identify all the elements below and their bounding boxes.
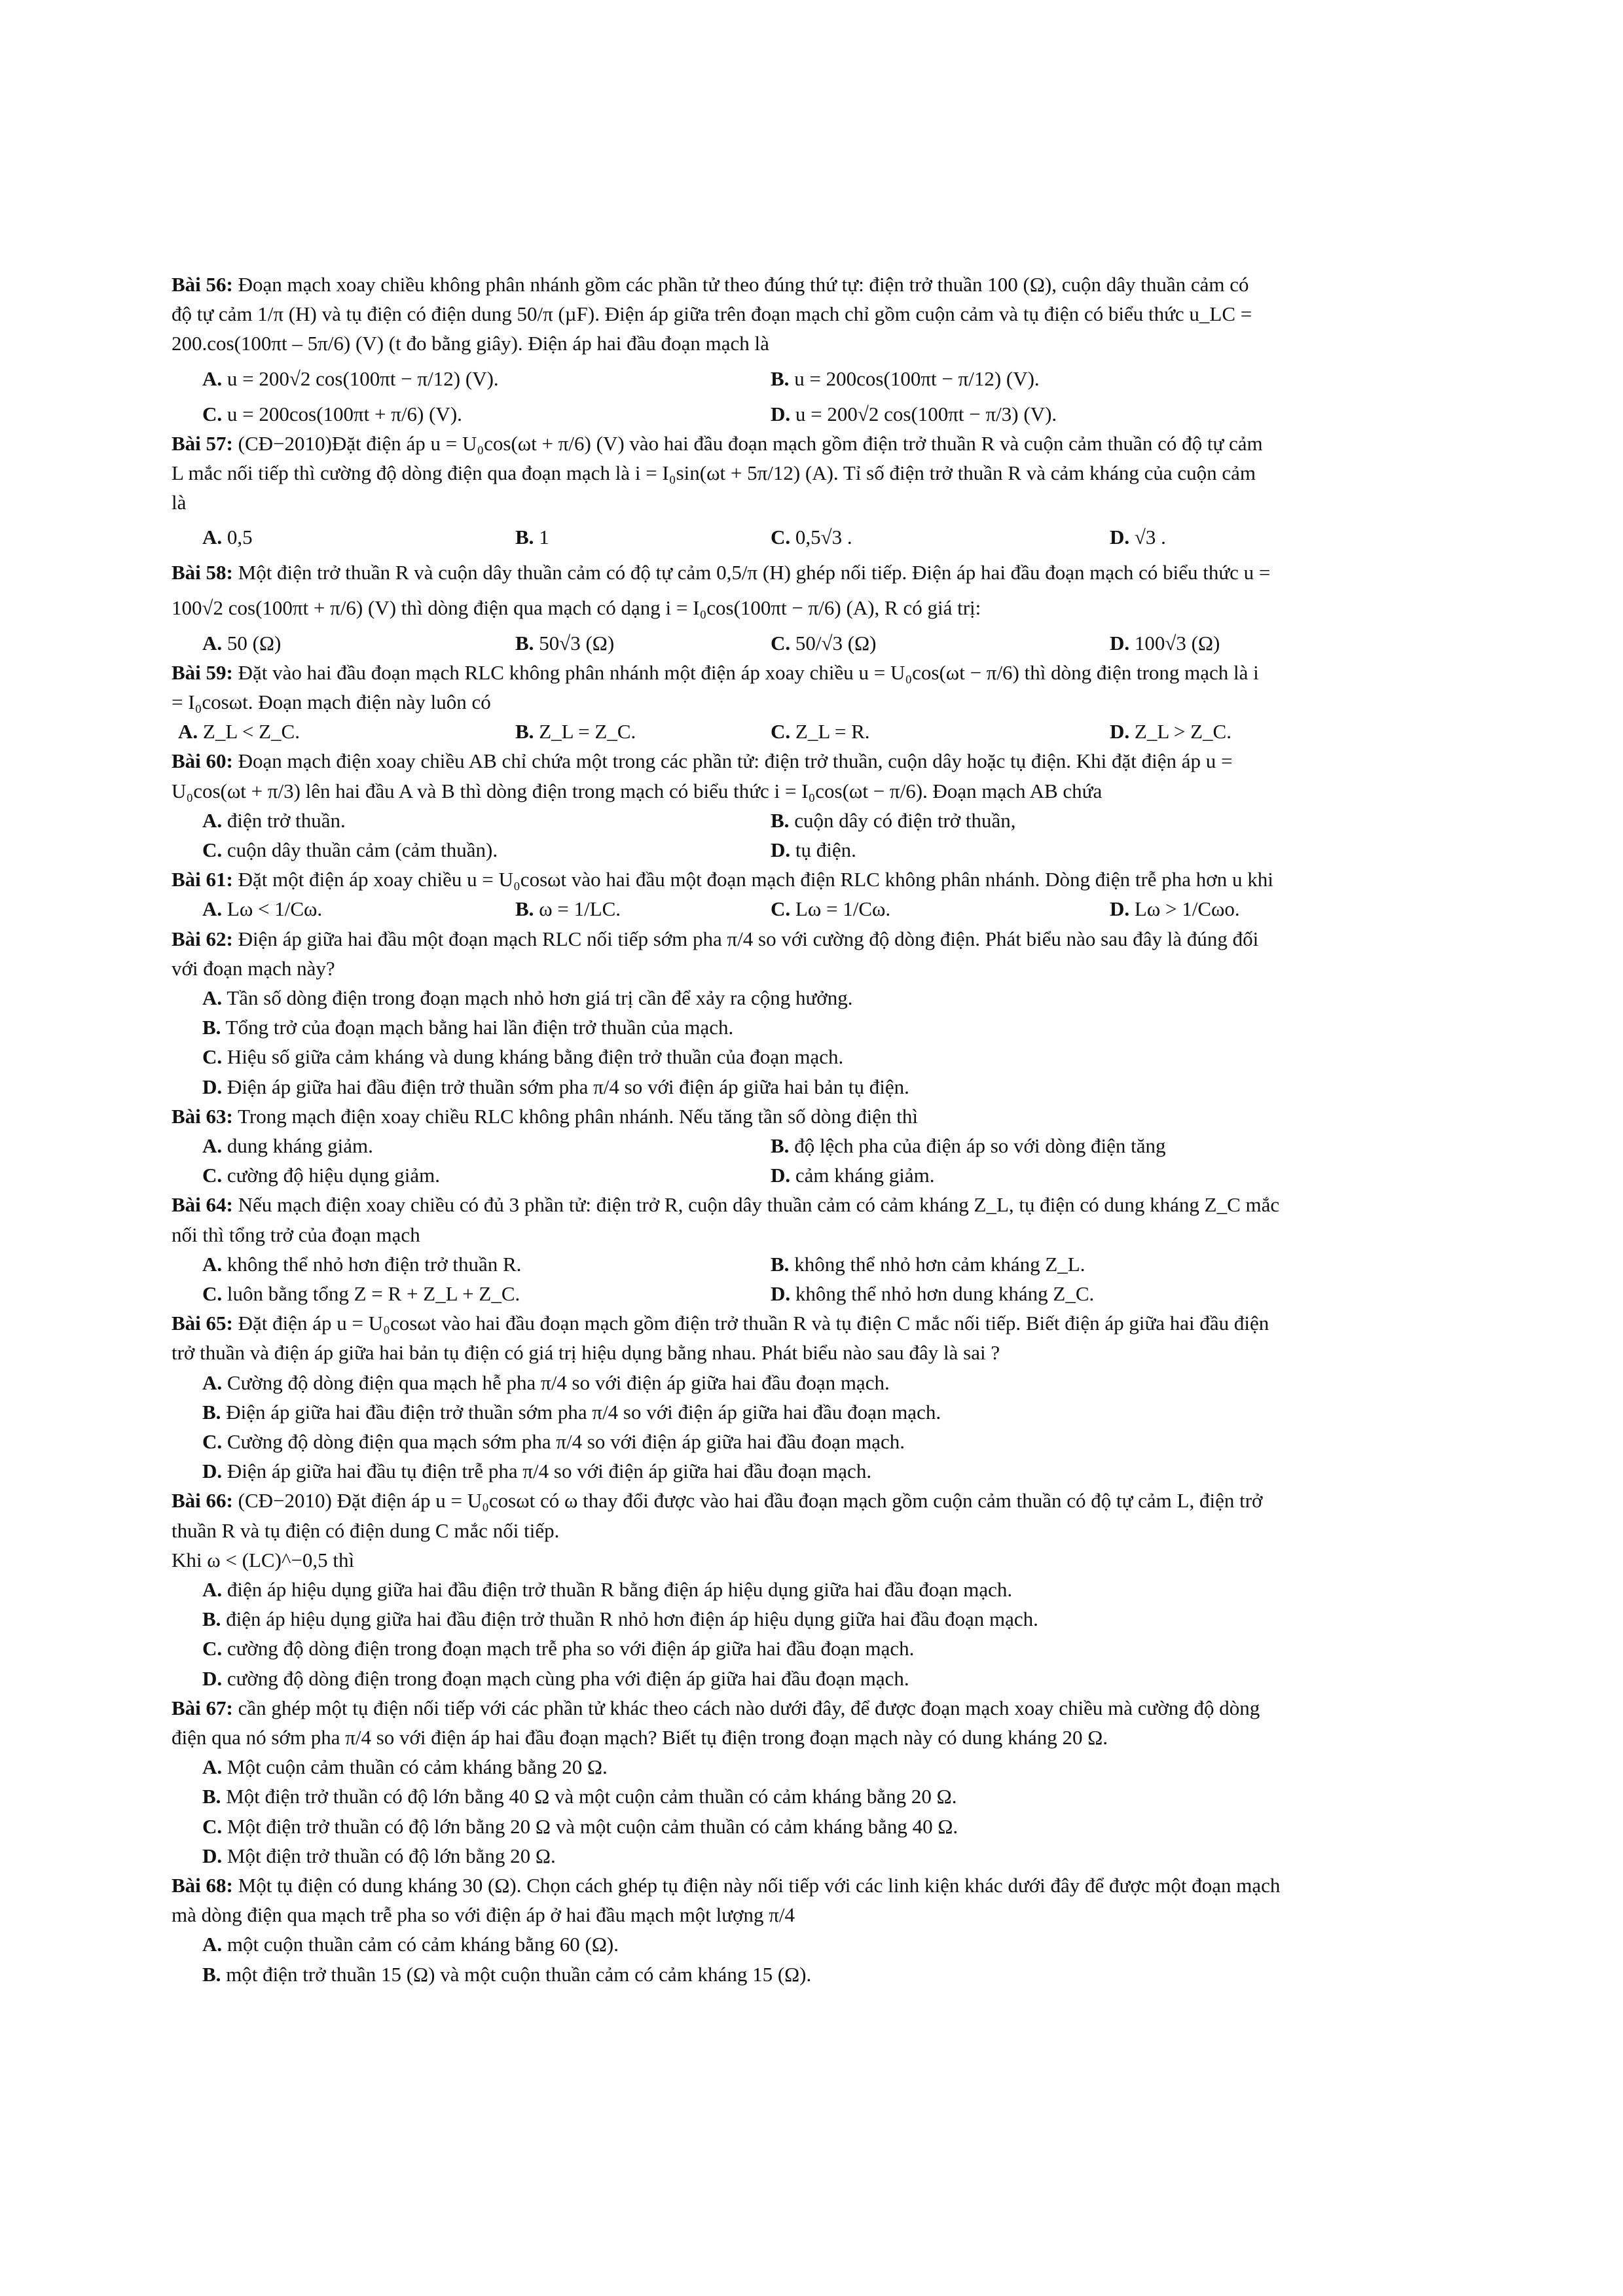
problem-label: Bài 56: <box>172 273 233 296</box>
problem-label: Bài 62: <box>172 927 233 950</box>
option-c: C. Một điện trở thuần có độ lớn bằng 20 Ω và một cuộn cảm thuần có cảm kháng bằng 40 Ω. <box>202 1814 958 1838</box>
option-d: D. Lω > 1/Cωo. <box>1110 897 1240 921</box>
option-d: D. không thể nhỏ hơn dung kháng Z_C. <box>771 1282 1095 1305</box>
problem-label: Bài 61: <box>172 868 233 891</box>
problem-text: Nếu mạch điện xoay chiều có đủ 3 phần tử: điện trở R, cuộn dây thuần cảm có cảm kháng Z_L, tụ điện có dung kháng Z_C mắc <box>238 1193 1280 1217</box>
option-d: D. cảm kháng giảm. <box>771 1164 935 1187</box>
option-b: B. cuộn dây có điện trở thuần, <box>771 808 1016 832</box>
option-d: D. u = 200√2 cos(100πt − π/3) (V). <box>771 402 1057 425</box>
option-c: C. cường độ dòng điện trong đoạn mạch trễ pha so với điện áp giữa hai đầu đoạn mạch. <box>202 1637 915 1660</box>
options-row <box>172 835 1455 865</box>
options-row <box>172 717 1455 746</box>
problem-text: L mắc nối tiếp thì cường độ dòng điện qua đoạn mạch là i = I₀sin(ωt + 5π/12) (A). Tỉ số điện trở thuần R và cảm kháng của cuộn cảm <box>172 461 1256 484</box>
problem-63 <box>172 1102 1455 1191</box>
option-a: A. Cường độ dòng điện qua mạch hễ pha π/4 so với điện áp giữa hai đầu đoạn mạch. <box>202 1371 890 1394</box>
problem-58 <box>172 558 1455 657</box>
options-row <box>172 1160 1455 1190</box>
option-d: D. √3 . <box>1110 526 1166 549</box>
option-c: C. Hiệu số giữa cảm kháng và dung kháng bằng điện trở thuần của đoạn mạch. <box>202 1045 844 1069</box>
option-b: B. độ lệch pha của điện áp so với dòng điện tăng <box>771 1134 1166 1157</box>
problem-67 <box>172 1693 1455 1871</box>
problem-text: nối thì tổng trở của đoạn mạch <box>172 1223 420 1246</box>
option-c: C. 50/√3 (Ω) <box>771 631 877 655</box>
option-a: A. Tần số dòng điện trong đoạn mạch nhỏ hơn giá trị cần để xảy ra cộng hưởng. <box>202 986 853 1009</box>
problem-text: với đoạn mạch này? <box>172 956 335 980</box>
problem-text: = I₀cosωt. Đoạn mạch điện này luôn có <box>172 691 491 713</box>
problem-text: Đặt một điện áp xoay chiều u = U₀cosωt vào hai đầu một đoạn mạch điện RLC không phân nhánh. Dòng điện trễ pha hơn u khi <box>238 868 1273 891</box>
option-a: A. u = 200√2 cos(100πt − π/12) (V). <box>202 367 499 390</box>
problem-text: Một tụ điện có dung kháng 30 (Ω). Chọn cách ghép tụ điện này nối tiếp với các linh kiện khác dưới đây để được một đoạn mạch <box>238 1874 1281 1897</box>
option-a: A. điện áp hiệu dụng giữa hai đầu điện trở thuần R bằng điện áp hiệu dụng giữa hai đầu đoạn mạch. <box>202 1577 1013 1601</box>
option-b: B. Điện áp giữa hai đầu điện trở thuần sớm pha π/4 so với điện áp giữa hai đầu đoạn mạch. <box>202 1400 941 1424</box>
option-d: D. Một điện trở thuần có độ lớn bằng 20 Ω. <box>202 1844 556 1867</box>
problem-text: mà dòng điện qua mạch trễ pha so với điện áp ở hai đầu mạch một lượng π/4 <box>172 1903 795 1927</box>
option-b: B. ω = 1/LC. <box>515 897 621 921</box>
options-row <box>172 628 1455 658</box>
problem-label: Bài 59: <box>172 660 233 684</box>
option-b: B. một điện trở thuần 15 (Ω) và một cuộn thuần cảm có cảm kháng 15 (Ω). <box>202 1962 812 1986</box>
problem-label: Bài 58: <box>172 561 233 584</box>
problem-59 <box>172 658 1455 747</box>
option-b: B. Một điện trở thuần có độ lớn bằng 40 Ω và một cuộn cảm thuần có cảm kháng bằng 20 Ω. <box>202 1785 957 1808</box>
problem-text: Đặt vào hai đầu đoạn mạch RLC không phân nhánh một điện áp xoay chiều u = U₀cos(ωt − π/6) thì dòng điện trong mạch là i <box>238 660 1259 684</box>
problem-66 <box>172 1486 1455 1693</box>
option-c: C. cường độ hiệu dụng giảm. <box>202 1164 440 1187</box>
option-c: C. Cường độ dòng điện qua mạch sớm pha π/4 so với điện áp giữa hai đầu đoạn mạch. <box>202 1429 905 1453</box>
document-page <box>172 270 1455 1989</box>
problem-label: Bài 57: <box>172 431 233 455</box>
option-d: D. Điện áp giữa hai đầu điện trở thuần sớm pha π/4 so với điện áp giữa hai bản tụ điện. <box>202 1075 909 1098</box>
problem-label: Bài 60: <box>172 749 233 773</box>
problem-text: điện qua nó sớm pha π/4 so với điện áp hai đầu đoạn mạch? Biết tụ điện trong đoạn mạch này có dung kháng 20 Ω. <box>172 1725 1108 1749</box>
options-row <box>172 1131 1455 1160</box>
options-row <box>172 806 1455 835</box>
option-d: D. 100√3 (Ω) <box>1110 631 1220 655</box>
option-c: C. Z_L = R. <box>771 720 870 744</box>
options-row <box>172 1279 1455 1308</box>
option-b: B. điện áp hiệu dụng giữa hai đầu điện trở thuần R nhỏ hơn điện áp hiệu dụng giữa hai đầu đoạn mạch. <box>202 1607 1038 1631</box>
problem-text: (CĐ−2010) Đặt điện áp u = U₀cosωt có ω thay đổi được vào hai đầu đoạn mạch gồm cuộn cảm thuần có độ tự cảm L, điện trở <box>238 1489 1263 1513</box>
option-c: C. luôn bằng tổng Z = R + Z_L + Z_C. <box>202 1282 520 1305</box>
option-a: A. 0,5 <box>202 526 253 549</box>
option-c: C. cuộn dây thuần cảm (cảm thuần). <box>202 838 498 861</box>
problem-label: Bài 64: <box>172 1193 233 1217</box>
options-row <box>172 894 1455 924</box>
option-a: A. điện trở thuần. <box>202 808 346 832</box>
option-b: B. 50√3 (Ω) <box>515 631 615 655</box>
problem-label: Bài 67: <box>172 1696 233 1719</box>
problem-text: Điện áp giữa hai đầu một đoạn mạch RLC nối tiếp sớm pha π/4 so với cường độ dòng điện. Phát biểu nào sau đây là đúng đối <box>238 927 1259 950</box>
option-d: D. Z_L > Z_C. <box>1110 720 1231 744</box>
problem-text: cần ghép một tụ điện nối tiếp với các phần tử khác theo cách nào dưới đây, để được đoạn mạch xoay chiều mà cường độ dòng <box>238 1696 1260 1719</box>
option-d: D. Điện áp giữa hai đầu tụ điện trễ pha π/4 so với điện áp giữa hai đầu đoạn mạch. <box>202 1460 872 1483</box>
problem-text: Khi ω < (LC)^−0,5 thì <box>172 1548 355 1571</box>
option-a: A. Lω < 1/Cω. <box>202 897 323 921</box>
problem-label: Bài 66: <box>172 1489 233 1513</box>
problem-text: Đặt điện áp u = U₀cosωt vào hai đầu đoạn mạch gồm điện trở thuần R và tụ điện C mắc nối tiếp. Biết điện áp giữa hai đầu điện <box>238 1312 1269 1335</box>
option-b: B. Z_L = Z_C. <box>515 720 636 744</box>
option-b: B. Tổng trở của đoạn mạch bằng hai lần điện trở thuần của mạch. <box>202 1016 734 1039</box>
option-c: C. Lω = 1/Cω. <box>771 897 891 921</box>
problem-text: trở thuần và điện áp giữa hai bản tụ điện có giá trị hiệu dụng bằng nhau. Phát biểu nào sau đây là sai ? <box>172 1341 1000 1365</box>
option-c: C. 0,5√3 . <box>771 526 852 549</box>
problem-text: Đoạn mạch xoay chiều không phân nhánh gồm các phần tử theo đúng thứ tự: điện trở thuần 100 (Ω), cuộn dây thuần cảm có <box>238 273 1249 296</box>
problem-68 <box>172 1871 1455 1989</box>
problem-label: Bài 68: <box>172 1874 233 1897</box>
problem-text: Trong mạch điện xoay chiều RLC không phân nhánh. Nếu tăng tần số dòng điện thì <box>238 1104 919 1128</box>
option-a: A. 50 (Ω) <box>202 631 282 655</box>
problem-text: Đoạn mạch điện xoay chiều AB chỉ chứa một trong các phần tử: điện trở thuần, cuộn dây hoặc tụ điện. Khi đặt điện áp u = <box>238 749 1233 773</box>
option-b: B. không thể nhỏ hơn cảm kháng Z_L. <box>771 1252 1085 1276</box>
option-d: D. cường độ dòng điện trong đoạn mạch cùng pha với điện áp giữa hai đầu đoạn mạch. <box>202 1666 909 1690</box>
options-row <box>172 1249 1455 1279</box>
option-a: A. Một cuộn cảm thuần có cảm kháng bằng 20 Ω. <box>202 1755 608 1779</box>
problem-62 <box>172 924 1455 1102</box>
problem-text: độ tự cảm 1/π (H) và tụ điện có điện dung 50/π (µF). Điện áp giữa trên đoạn mạch chỉ gồm cuộn cảm và tụ điện có biểu thức u_LC = <box>172 302 1252 326</box>
option-b: B. 1 <box>515 526 549 549</box>
problem-text: 100√2 cos(100πt + π/6) (V) thì dòng điện qua mạch có dạng i = I₀cos(100πt − π/6) (A), R có giá trị: <box>172 596 981 619</box>
option-c: C. u = 200cos(100πt + π/6) (V). <box>202 402 462 425</box>
option-a: A. Z_L < Z_C. <box>178 720 300 744</box>
problem-56 <box>172 270 1455 429</box>
problem-text: thuần R và tụ điện có điện dung C mắc nối tiếp. <box>172 1518 560 1542</box>
problem-57 <box>172 429 1455 558</box>
problem-61 <box>172 865 1455 924</box>
option-a: A. không thể nhỏ hơn điện trở thuần R. <box>202 1252 522 1276</box>
problem-60 <box>172 746 1455 865</box>
options-row <box>172 359 1455 399</box>
problem-65 <box>172 1308 1455 1486</box>
problem-64 <box>172 1190 1455 1308</box>
option-b: B. u = 200cos(100πt − π/12) (V). <box>771 367 1040 390</box>
problem-text: là <box>172 491 187 514</box>
options-row <box>172 517 1455 558</box>
problem-label: Bài 63: <box>172 1104 233 1128</box>
option-d: D. tụ điện. <box>771 838 856 861</box>
option-a: A. dung kháng giảm. <box>202 1134 373 1157</box>
problem-text: Một điện trở thuần R và cuộn dây thuần cảm có độ tự cảm 0,5/π (H) ghép nối tiếp. Điện áp hai đầu đoạn mạch có biểu thức u = <box>238 561 1271 584</box>
option-a: A. một cuộn thuần cảm có cảm kháng bằng 60 (Ω). <box>202 1933 619 1956</box>
options-row <box>172 399 1455 429</box>
problem-text: 200.cos(100πt – 5π/6) (V) (t đo bằng giây). Điện áp hai đầu đoạn mạch là <box>172 332 769 355</box>
problem-text: (CĐ−2010)Đặt điện áp u = U₀cos(ωt + π/6) (V) vào hai đầu đoạn mạch gồm điện trở thuần R và cuộn cảm thuần có độ tự cảm <box>238 431 1263 455</box>
problem-text: U₀cos(ωt + π/3) lên hai đầu A và B thì dòng điện trong mạch có biểu thức i = I₀cos(ωt − π/6). Đoạn mạch AB chứa <box>172 779 1103 802</box>
problem-label: Bài 65: <box>172 1312 233 1335</box>
